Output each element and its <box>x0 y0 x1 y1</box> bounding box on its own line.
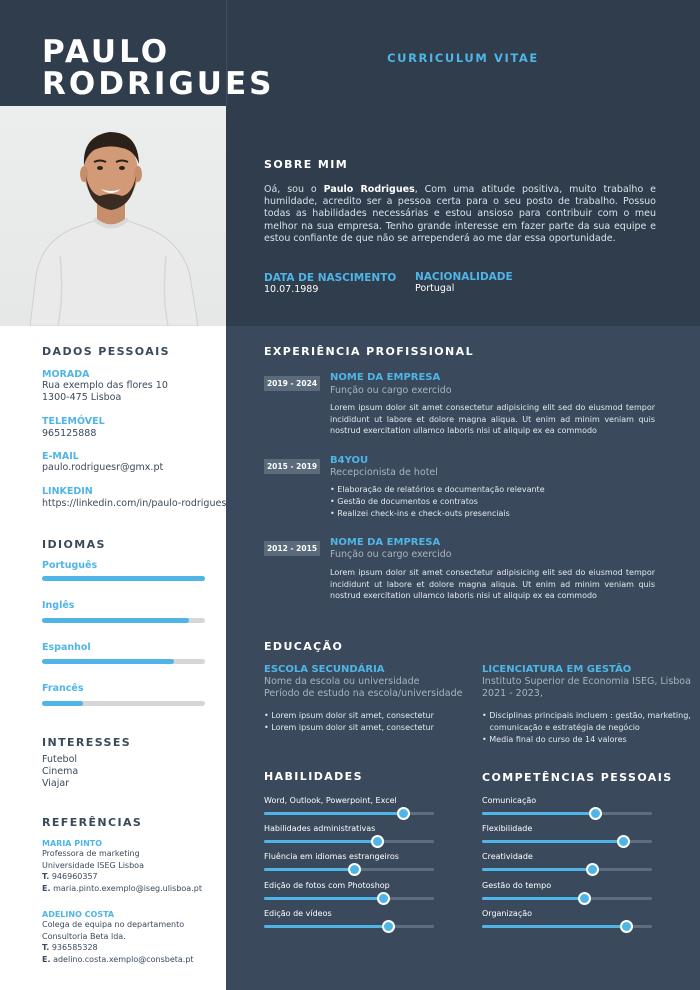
education-degree: LICENCIATURA EM GESTÃO <box>482 664 632 675</box>
slider-fill <box>264 897 383 900</box>
reference-email-prefix: E. <box>42 954 51 964</box>
job-bullet: • Realizei check-ins e check-outs presenciais <box>330 508 510 518</box>
job-company: NOME DA EMPRESA <box>330 372 441 383</box>
competency-slider <box>482 840 652 843</box>
education-bullet: comunicação e estratégia de negócio <box>482 722 640 732</box>
address-label: MORADA <box>42 369 90 380</box>
language-bar-fill <box>42 701 83 706</box>
slider-knob <box>348 863 361 876</box>
slider-knob <box>377 892 390 905</box>
language-name: Espanhol <box>42 642 91 653</box>
interest-item: Futebol <box>42 754 78 765</box>
reference-phone-number: 936585328 <box>51 943 98 953</box>
portrait-illustration <box>0 106 226 326</box>
references-title: REFERÊNCIAS <box>42 816 143 829</box>
phone-value: 965125888 <box>42 428 97 439</box>
slider-knob <box>617 835 630 848</box>
name-line-2: RODRIGUES <box>42 66 275 102</box>
language-bar <box>42 701 205 706</box>
address-line-2: 1300-475 Lisboa <box>42 392 122 403</box>
about-section <box>226 106 700 326</box>
job-dates: 2012 - 2015 <box>264 541 320 556</box>
job-description: Lorem ipsum dolor sit amet consectetur adipisicing elit sed do eiusmod tempor incididunt ut labore et dolore magna aliqua. Ut enim ad minim veniam quis nostrud exercitation ullamco laboris nisi ut aliquip ex ea commodo <box>330 403 655 436</box>
job-bullets <box>330 484 545 519</box>
reference-phone-number: 946960357 <box>51 872 98 882</box>
interest-item: Viajar <box>42 778 70 789</box>
reference-phone-prefix: T. <box>42 872 50 882</box>
slider-fill <box>264 840 378 843</box>
skill-slider <box>264 868 434 871</box>
main-content <box>226 326 700 990</box>
skill-label: Edição de fotos com Photoshop <box>264 880 390 890</box>
competency-slider <box>482 868 652 871</box>
competency-label: Gestão do tempo <box>482 880 552 890</box>
education-school: Nome da escola ou universidade <box>264 676 420 687</box>
skill-slider <box>264 925 434 928</box>
slider-knob <box>371 835 384 848</box>
education-bullet: • Lorem ipsum dolor sit amet, consectetur <box>264 711 434 720</box>
education-period: 2021 - 2023, <box>482 688 543 699</box>
address-line-1: Rua exemplo das flores 10 <box>42 380 168 391</box>
reference-email[interactable] <box>42 954 194 966</box>
linkedin-value[interactable]: https://linkedin.com/in/paulo-rodrigues <box>42 498 227 509</box>
reference-email-address[interactable]: adelino.costa.xemplo@consbeta.pt <box>53 954 194 964</box>
education-bullet: • Media final do curso de 14 valores <box>482 734 627 744</box>
reference-phone <box>42 942 194 954</box>
candidate-name <box>42 36 274 100</box>
slider-fill <box>482 812 596 815</box>
slider-knob <box>397 807 410 820</box>
reference-org: Consultoria Beta lda. <box>42 931 126 941</box>
about-text <box>264 184 656 245</box>
about-text-intro: Oá, sou o <box>264 184 324 195</box>
language-bar-fill <box>42 659 174 664</box>
reference-phone <box>42 871 202 883</box>
competency-slider <box>482 812 652 815</box>
reference-email[interactable] <box>42 883 202 895</box>
linkedin-label: LINKEDIN <box>42 486 93 497</box>
education-bullet: • Disciplinas principais incluem : gestão, marketing, <box>482 711 691 720</box>
interest-item: Cinema <box>42 766 79 777</box>
competency-slider <box>482 925 652 928</box>
languages-title: IDIOMAS <box>42 538 106 551</box>
birth-value: 10.07.1989 <box>264 284 319 295</box>
job-dates: 2019 - 2024 <box>264 376 320 391</box>
about-title: SOBRE MIM <box>264 158 349 171</box>
email-value[interactable]: paulo.rodriguesr@gmx.pt <box>42 462 164 473</box>
job-bullet: • Elaboração de relatórios e documentação relevante <box>330 485 545 494</box>
job-role: Recepcionista de hotel <box>330 467 438 478</box>
job-bullet: • Gestão de documentos e contratos <box>330 496 478 506</box>
reference-role: Colega de equipa no departamento <box>42 920 185 929</box>
document-title: CURRICULUM VITAE <box>387 51 539 65</box>
slider-fill <box>264 868 354 871</box>
slider-fill <box>264 925 388 928</box>
job-role: Função ou cargo exercido <box>330 549 452 560</box>
education-bullets <box>482 710 691 745</box>
job-dates: 2015 - 2019 <box>264 459 320 474</box>
name-line-1: PAULO <box>42 34 171 70</box>
competency-label: Creatividade <box>482 852 533 862</box>
job-company: B4YOU <box>330 455 369 466</box>
skill-slider <box>264 812 434 815</box>
language-bar-fill <box>42 618 189 623</box>
skill-slider <box>264 897 434 900</box>
slider-knob <box>578 892 591 905</box>
reference-role: Professora de marketing <box>42 849 140 858</box>
nationality-label: NACIONALIDADE <box>415 271 513 283</box>
education-title: EDUCAÇÃO <box>264 640 344 653</box>
reference-email-address[interactable]: maria.pinto.exemplo@iseg.ulisboa.pt <box>53 883 202 893</box>
reference-email-prefix: E. <box>42 883 51 893</box>
slider-knob <box>589 807 602 820</box>
slider-knob <box>382 920 395 933</box>
slider-fill <box>482 840 623 843</box>
skills-title: HABILIDADES <box>264 770 363 783</box>
skill-slider <box>264 840 434 843</box>
slider-knob <box>620 920 633 933</box>
language-bar <box>42 659 205 664</box>
reference-name: MARIA PINTO <box>42 839 103 848</box>
about-text-name: Paulo Rodrigues <box>323 184 415 195</box>
language-name: Francês <box>42 683 84 694</box>
language-name: Inglês <box>42 600 75 611</box>
competency-slider <box>482 897 652 900</box>
slider-fill <box>264 812 403 815</box>
job-company: NOME DA EMPRESA <box>330 537 441 548</box>
sidebar <box>0 326 226 990</box>
job-role: Função ou cargo exercido <box>330 385 452 396</box>
slider-knob <box>586 863 599 876</box>
nationality-value: Portugal <box>415 283 455 294</box>
language-bar-fill <box>42 576 205 581</box>
skill-label: Word, Outlook, Powerpoint, Excel <box>264 796 397 805</box>
education-degree: ESCOLA SECUNDÁRIA <box>264 664 385 675</box>
competency-label: Organização <box>482 908 533 918</box>
competency-label: Comunicação <box>482 796 537 805</box>
reference-name: ADELINO COSTA <box>42 910 115 919</box>
slider-fill <box>482 868 593 871</box>
personal-title: DADOS PESSOAIS <box>42 345 170 358</box>
about-text-body: , Com uma atitude positiva, muito trabalho e humildade, acredito ser a pessoa certa para o seu posto de trabalho. Possuo todas as habilidades necessárias e estou ansioso para contribuir com o meu melhor na sua empresa. Tenho grande interesse em fazer parte da sua equipe e estou confiante de que não se arrependerá ao me dar essa oportunidade. <box>264 184 657 244</box>
profile-photo <box>0 106 226 326</box>
slider-fill <box>482 897 584 900</box>
education-bullet: • Lorem ipsum dolor sit amet, consectetur <box>264 722 434 732</box>
birth-label: DATA DE NASCIMENTO <box>264 272 397 284</box>
language-bar <box>42 618 205 623</box>
job-description: Lorem ipsum dolor sit amet consectetur adipisicing elit sed do eiusmod tempor incididunt ut labore et dolore magna aliqua. Ut enim ad minim veniam quis nostrud exercitation ullamco laboris nisi ut aliquip ex ea commodo <box>330 568 655 601</box>
language-bar <box>42 576 205 581</box>
competency-label: Flexibilidade <box>482 824 533 834</box>
email-label: E-MAIL <box>42 451 79 462</box>
reference-org: Universidade ISEG Lisboa <box>42 860 144 870</box>
education-bullets <box>264 710 434 734</box>
interests-title: INTERESSES <box>42 736 132 749</box>
reference-phone-prefix: T. <box>42 943 50 953</box>
education-period: Período de estudo na escola/universidade <box>264 688 463 699</box>
experience-title: EXPERIÊNCIA PROFISSIONAL <box>264 345 474 358</box>
education-school: Instituto Superior de Economia ISEG, Lisboa <box>482 676 691 687</box>
slider-fill <box>482 925 627 928</box>
reference-entry <box>42 839 202 894</box>
phone-label: TELEMÓVEL <box>42 416 105 427</box>
reference-entry <box>42 910 194 965</box>
skill-label: Fluência em idiomas estrangeiros <box>264 852 399 862</box>
language-name: Português <box>42 560 98 571</box>
competencies-title: COMPETÊNCIAS PESSOAIS <box>482 771 673 784</box>
skill-label: Habilidades administrativas <box>264 824 376 834</box>
header <box>0 0 700 106</box>
skill-label: Edição de vídeos <box>264 908 332 918</box>
